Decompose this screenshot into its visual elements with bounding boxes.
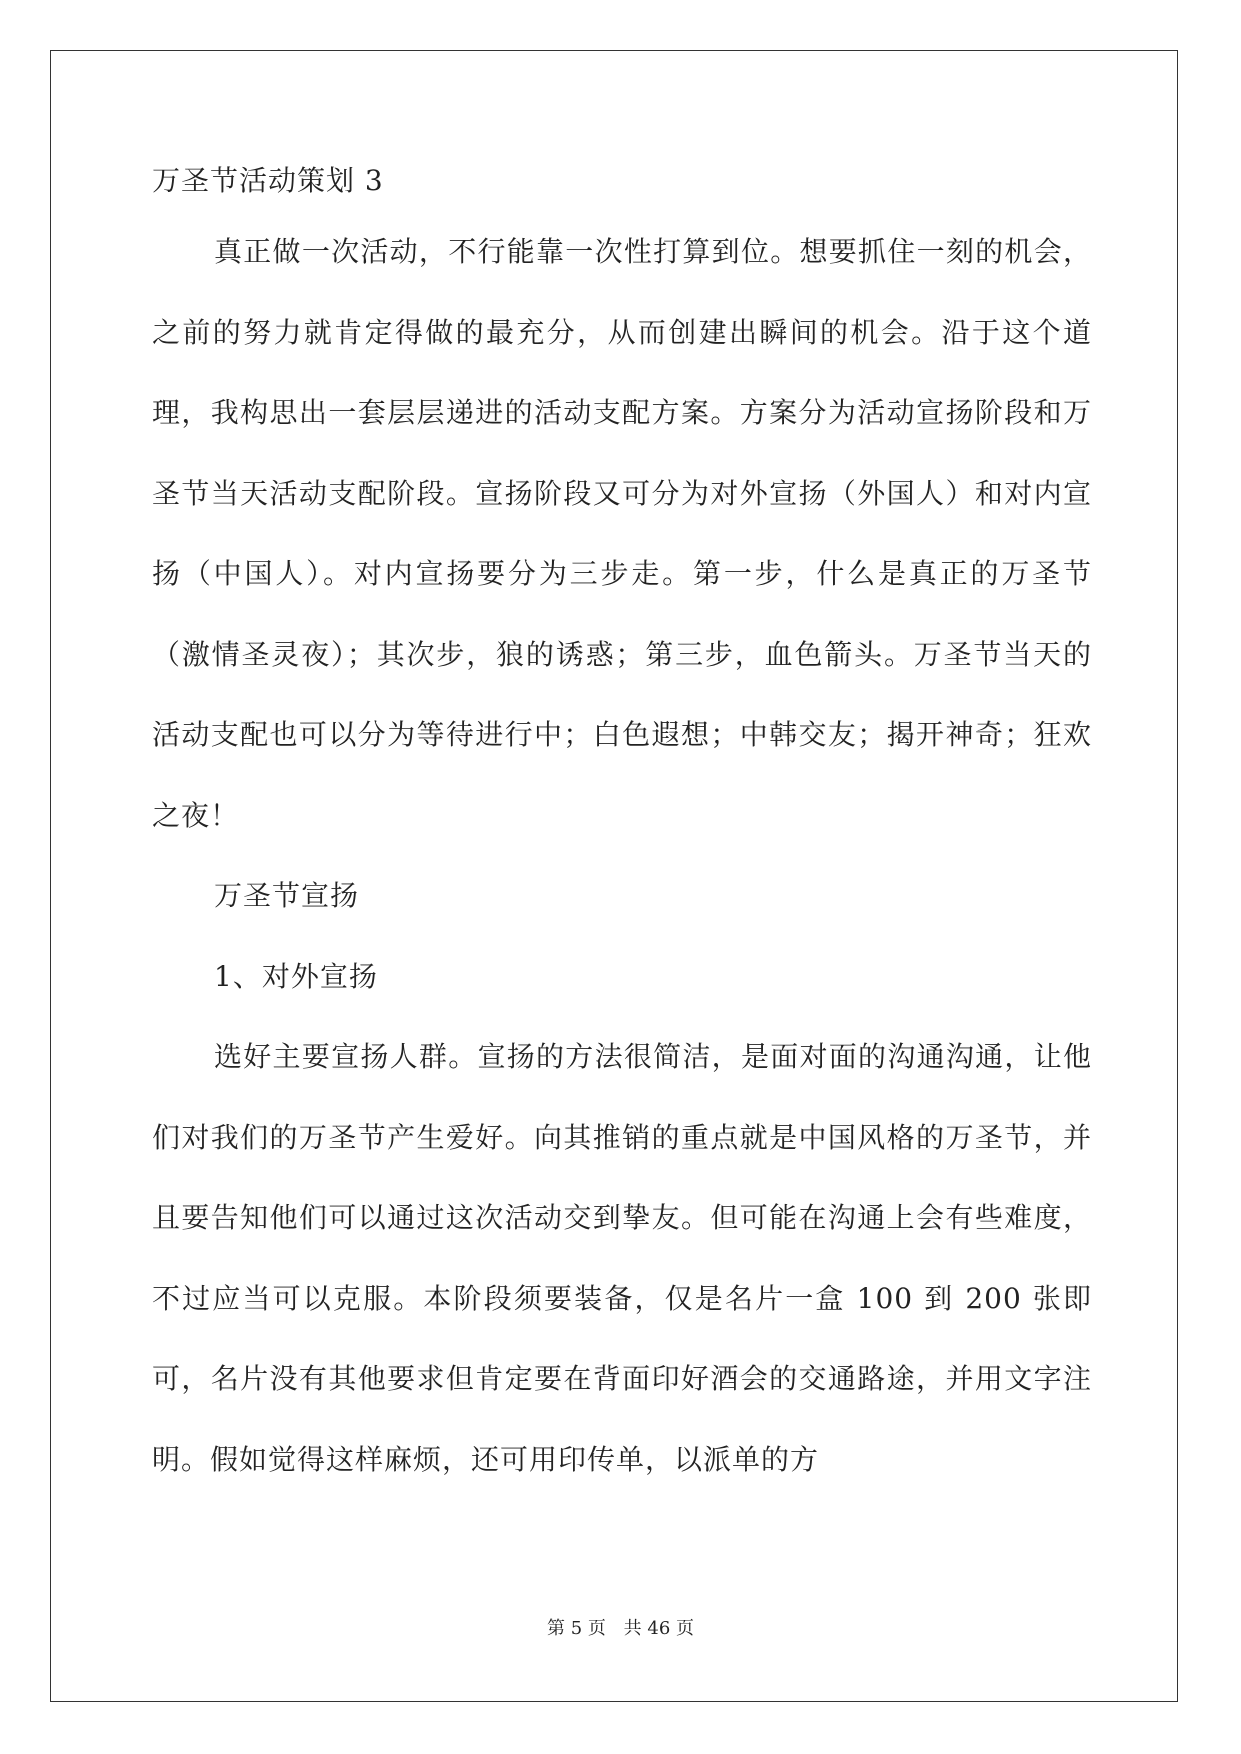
paragraph-external-promotion: 选好主要宣扬人群。宣扬的方法很简洁，是面对面的沟通沟通，让他们对我们的万圣节产生爱好。向其推销的重点就是中国风格的万圣节，并且要告知他们可以通过这次活动交到挚友。但可能在沟通上会有些难度，不过应当可以克服。本阶段须要装备，仅是名片一盒 100 到 200 张即可，名片没有其他要求但肯定要在背面印好酒会的交通路途，并用文字注明。假如觉得这样麻烦，还可用印传单，以派单的方 <box>152 1040 1092 1476</box>
subsection-heading-external: 1、对外宣扬 <box>214 959 378 993</box>
section-heading-promotion: 万圣节宣扬 <box>214 879 360 912</box>
page-total: 共 46 页 <box>623 1618 694 1639</box>
document-body <box>152 160 1092 1500</box>
page-footer <box>0 1617 1241 1641</box>
paragraph-intro: 真正做一次活动，不行能靠一次性打算到位。想要抓住一刻的机会，之前的努力就肯定得做的最充分，从而创建出瞬间的机会。沿于这个道理，我构思出一套层层递进的活动支配方案。方案分为活动宣扬阶段和万圣节当天活动支配阶段。宣扬阶段又可分为对外宣扬（外国人）和对内宣扬（中国人）。对内宣扬要分为三步走。第一步，什么是真正的万圣节（激情圣灵夜）；其次步，狼的诱惑；第三步，血色箭头。万圣节当天的活动支配也可以分为等待进行中；白色遐想；中韩交友；揭开神奇；狂欢之夜！ <box>152 235 1092 832</box>
page-number: 第 5 页 <box>547 1618 606 1639</box>
document-title: 万圣节活动策划 3 <box>152 164 384 197</box>
